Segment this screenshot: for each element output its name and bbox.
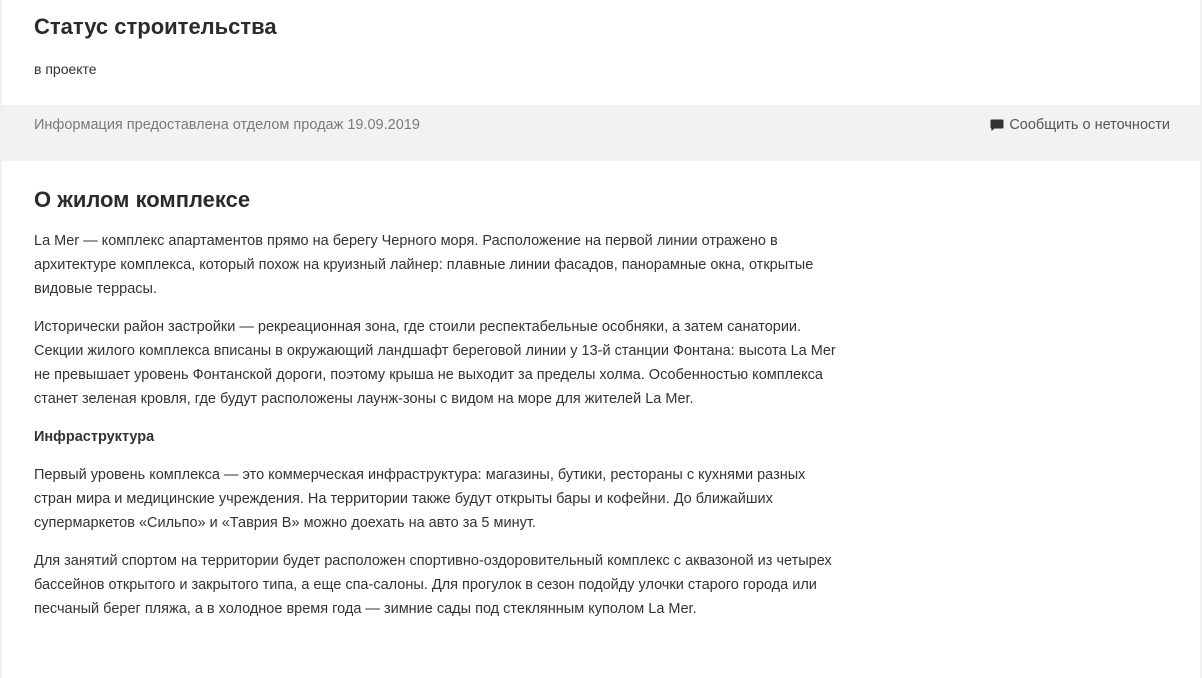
about-paragraph: La Mer — комплекс апартаментов прямо на берегу Черного моря. Расположение на первой линии отражено в архитектуре комплекса, который похож на круизный лайнер: плавные линии фасадов, панорамные окна, открытые видовые террасы. [34,233,814,297]
about-complex-section [2,161,1200,678]
about-title: О жилом комплексе [34,187,251,212]
report-inaccuracy-label: Сообщить о неточности [1009,117,1170,133]
about-content [34,185,844,635]
info-source-bar [2,105,1200,161]
construction-status-title: Статус строительства [34,14,277,39]
infrastructure-paragraph: Первый уровень комплекса — это коммерческая инфраструктура: магазины, бутики, рестораны с кухнями разных стран мира и медицинские учреждения. На территории также будут открыты бары и кофейни. До ближайших супермаркетов «Сильпо» и «Таврия В» можно доехать на авто за 5 минут. [34,467,806,531]
report-inaccuracy-link[interactable] [990,117,1170,133]
comment-icon [990,118,1004,132]
infrastructure-paragraph: Для занятий спортом на территории будет расположен спортивно-оздоровительный комплекс с аквазоной из четырех бассейнов открытого и закрытого типа, а еще спа-салоны. Для прогулок в сезон подойду улочки старого города или песчаный берег пляжа, а в холодное время года — зимние сады под стеклянным куполом La Mer. [34,553,832,617]
infrastructure-heading: Инфраструктура [34,429,155,445]
construction-status-card [2,0,1200,105]
info-source-text: Информация предоставлена отделом продаж 19.09.2019 [34,117,420,133]
about-paragraph: Исторически район застройки — рекреационная зона, где стоили респектабельные особняки, а затем санатории. Секции жилого комплекса вписаны в окружающий ландшафт береговой линии у 13-й станции Фонтана: высота La Mer не превышает уровень Фонтанской дороги, поэтому крыша не выходит за пределы холма. Особенностью комплекса станет зеленая кровля, где будут расположены лаунж-зоны с видом на море для жителей La Mer. [34,319,836,407]
construction-status-value: в проекте [34,61,97,77]
